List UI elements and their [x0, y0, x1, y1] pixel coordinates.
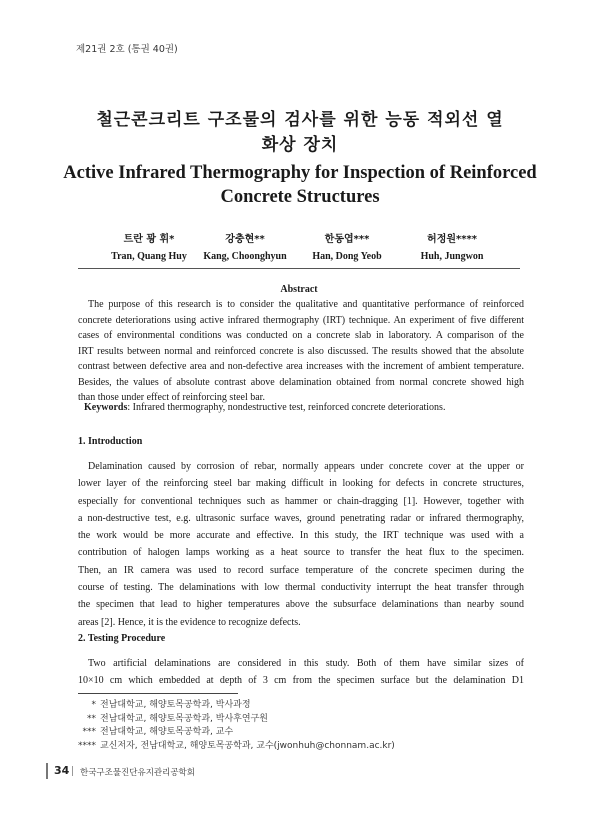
footnote-mark: * [91, 700, 96, 710]
body-line: a non-destructive test, e.g. ultrasonic surface waves, ground penetrating radar or infrared thermography, [78, 512, 524, 524]
author-4 [387, 230, 517, 262]
abstract-line: The purpose of this research is to consider the qualitative and quantitative performance of reinforced [88, 299, 524, 310]
abstract-heading: Abstract [280, 284, 318, 295]
keywords [84, 402, 445, 413]
abstract-line: cases of environmental conditions was conducted on a concrete slab in laboratory. A comparison of the [78, 330, 524, 341]
author-1-english-name: Tran, Quang Huy [111, 251, 187, 262]
footnote [78, 713, 395, 727]
author-4-english-name: Huh, Jungwon [420, 251, 484, 262]
author-1-korean-name: 트란 꽝 휘* [123, 234, 175, 245]
footer-separator [72, 766, 73, 776]
author-2-english-name: Kang, Choonghyun [203, 251, 287, 262]
journal-issue-header: 제21권 2호 (통권 40권) [76, 44, 178, 55]
keywords-text: : Infrared thermography, nondestructive test, reinforced concrete deteriorations. [127, 402, 446, 413]
abstract-line: contrast between defective area and non-defective area increases with the increment of ambient temperature. [78, 361, 524, 372]
footnote-text: 전남대학교, 해양토목공학과, 박사후연구원 [100, 713, 268, 724]
body-line: Delamination caused by corrosion of rebar, normally appears under concrete cover at the upper or [88, 461, 524, 472]
testing-procedure-body [78, 655, 524, 690]
section-1-heading: 1. Introduction [78, 436, 143, 447]
keywords-label: Keywords [84, 402, 128, 413]
body-line: course of testing. The delaminations with low thermal conductivity interrupt the heat transfer through [78, 582, 524, 594]
english-title-line-1: Active Infrared Thermography for Inspection of Reinforced [63, 163, 537, 183]
body-line: contribution of halogen lamps working as a heat source to transfer the heat flux to the specimen. [78, 547, 524, 559]
body-line: Two artificial delaminations are considered in this study. Both of them have similar sizes of [88, 658, 524, 669]
english-title-line-2: Concrete Structures [220, 187, 380, 207]
abstract-line: IRT results between normal and reinforced concrete is also discussed. The results showed that the absolute [78, 345, 524, 357]
footnote-mark: ** [87, 713, 96, 724]
footnote-text: 교신저자, 전남대학교, 해양토목공학과, 교수(jwonhuh@chonnam.ac.kr) [100, 740, 395, 751]
footnotes [78, 699, 395, 753]
body-line: lower layer of the reinforcing steel bar making difficult in looking for defects in concrete structures, [78, 478, 524, 490]
footnote-mark: *** [82, 727, 96, 737]
society-name: 한국구조물진단유지관리공학회 [80, 768, 195, 778]
body-line: 10×10 cm which embedded at depth of 3 cm from the specimen surface but the delamination D1 [78, 675, 524, 687]
korean-title-line-2: 화상 장치 [261, 135, 339, 155]
korean-title-line-1: 철근콘크리트 구조물의 검사를 위한 능동 적외선 열 [96, 110, 504, 130]
author-2-korean-name: 강충현** [225, 234, 265, 245]
body-line: areas [2]. Hence, it is the evidence to recognize defects. [78, 616, 301, 628]
abstract-line: than those under effect of reinforcing steel bar. [78, 392, 265, 403]
body-line: especially for conventional techniques such as hammer or chain-dragging [1]. However, together with [78, 495, 524, 507]
footnote [78, 740, 395, 754]
page-number: 34 [54, 764, 70, 777]
footnote-text: 전남대학교, 해양토목공학과, 박사과정 [100, 700, 251, 710]
footnote-divider [78, 693, 238, 694]
footnote-mark: **** [78, 740, 96, 751]
body-line: the work would be more accurate and effective. In this study, the IRT technique was used with a [78, 530, 524, 542]
author-divider [78, 268, 520, 269]
abstract-body [78, 297, 524, 406]
body-line: Then, an IR camera was used to record surface temperature of the concrete specimen during the [78, 564, 524, 576]
body-line: the specimen that lead to higher temperatures above the subsurface delaminations than nearby sound [78, 599, 524, 611]
footnote [78, 726, 395, 740]
abstract-line: concrete deteriorations using active infrared thermography (IRT) technique. An experiment of five different [78, 314, 524, 326]
author-4-korean-name: 허정원**** [427, 234, 477, 245]
introduction-body [78, 458, 524, 631]
author-3-korean-name: 한동엽*** [324, 234, 370, 245]
section-2-heading: 2. Testing Procedure [78, 633, 166, 644]
footnote-text: 전남대학교, 해양토목공학과, 교수 [100, 727, 234, 737]
abstract-line: Besides, the values of absolute contrast above delamination obtained from normal concrete showed high [78, 376, 524, 388]
footnote [78, 699, 395, 713]
footer-bar [46, 763, 48, 779]
author-3-english-name: Han, Dong Yeob [312, 251, 382, 262]
